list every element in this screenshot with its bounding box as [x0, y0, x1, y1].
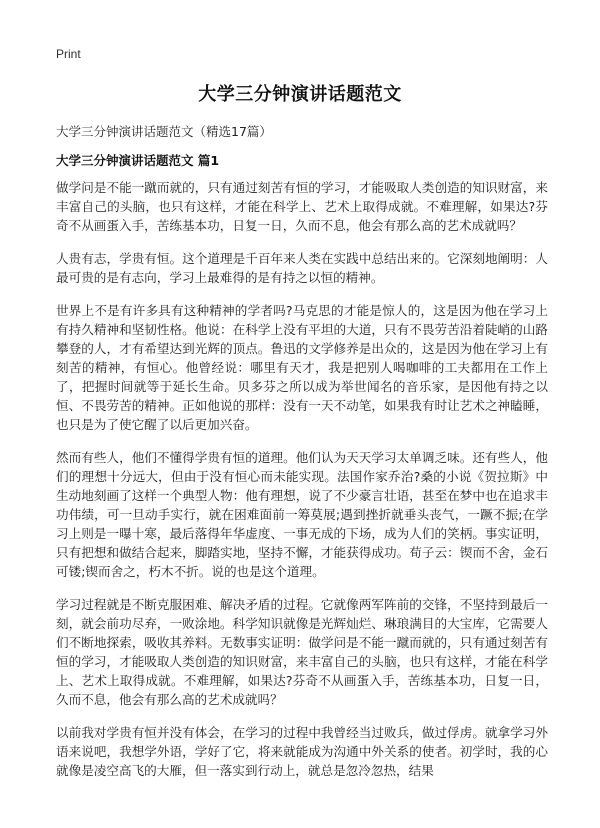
paragraph-1: 做学问是不能一蹴而就的，只有通过刻苦有恒的学习，才能吸取人类创造的知识财富，来丰富自己的头脑，也只有这样，才能在科学上、艺术上取得成就。不难理解，如果达?芬奇不从画蛋入手，苦练基本功，日复一日，久而不息，他会有那么高的艺术成就吗？ [56, 180, 548, 233]
paragraph-3: 世界上不是有许多具有这种精神的学者吗?马克思的才能是惊人的，这是因为他在学习上有持久精神和坚韧性格。他说：在科学上没有平坦的大道，只有不畏劳苦沿着陡峭的山路攀登的人，才有希望达到光辉的顶点。鲁迅的文学修养是出众的，这是因为他在学习上有刻苦的精神，有恒心。他曾经说：哪里有天才，我是把别人喝咖啡的工夫都用在工作上了，把握时间就等于延长生命。贝多芬之所以成为举世闻名的音乐家，是因他有持之以恒、不畏劳苦的精神。正如他说的那样：没有一天不动笔，如果我有时让艺术之神瞌睡，也只是为了使它醒了以后更加兴奋。 [56, 303, 548, 432]
paragraph-2: 人贵有志，学贵有恒。这个道理是千百年来人类在实践中总结出来的。它深刻地阐明：人最可贵的是有志向，学习上最难得的是有持之以恒的精神。 [56, 251, 548, 285]
document-subtitle: 大学三分钟演讲话题范文（精选17篇） [56, 124, 272, 139]
paragraph-6: 以前我对学贵有恒并没有体会，在学习的过程中我曾经当过败兵，做过俘虏。就拿学习外语来说吧，我想学外语，学好了它，将来就能成为沟通中外关系的使者。初学时，我的心就像是凌空高飞的大雁，但一落实到行动上，就总是忽冷忽热，结果 [56, 725, 548, 778]
document-title: 大学三分钟演讲话题范文 [198, 84, 402, 105]
document-body [56, 178, 548, 794]
section-heading: 大学三分钟演讲话题范文 篇1 [56, 153, 220, 168]
print-label: Print [56, 47, 81, 61]
paragraph-4: 然而有些人，他们不懂得学贵有恒的道理。他们认为天天学习太单调乏味。还有些人，他们的理想十分远大，但由于没有恒心而未能实现。法国作家乔治?桑的小说《贺拉斯》中生动地刻画了这样一个典型人物：他有理想，说了不少豪言壮语，甚至在梦中也在追求丰功伟绩，可一旦动手实行，就在困难面前一筹莫展;遇到挫折就垂头丧气，一蹶不振;在学习上则是一曝十寒，最后落得年华虚度、一事无成的下场，成为人们的笑柄。事实证明，只有把想和做结合起来，脚踏实地，坚持不懈，才能获得成功。荀子云：锲而不舍，金石可镂;锲而舍之，朽木不折。说的也是这个道理。 [56, 450, 548, 579]
paragraph-5: 学习过程就是不断克服困难、解决矛盾的过程。它就像两军阵前的交锋，不坚持到最后一刻，就会前功尽弃，一败涂地。科学知识就像是光辉灿烂、琳琅满目的大宝库，它需要人们不断地探索，吸收其养料。无数事实证明：做学问是不能一蹴而就的，只有通过刻苦有恒的学习，才能吸取人类创造的知识财富，来丰富自己的头脑，也只有这样，才能在科学上、艺术上取得成就。不难理解，如果达?芬奇不从画蛋入手，苦练基本功，日复一日，久而不息，他会有那么高的艺术成就吗？ [56, 597, 548, 707]
